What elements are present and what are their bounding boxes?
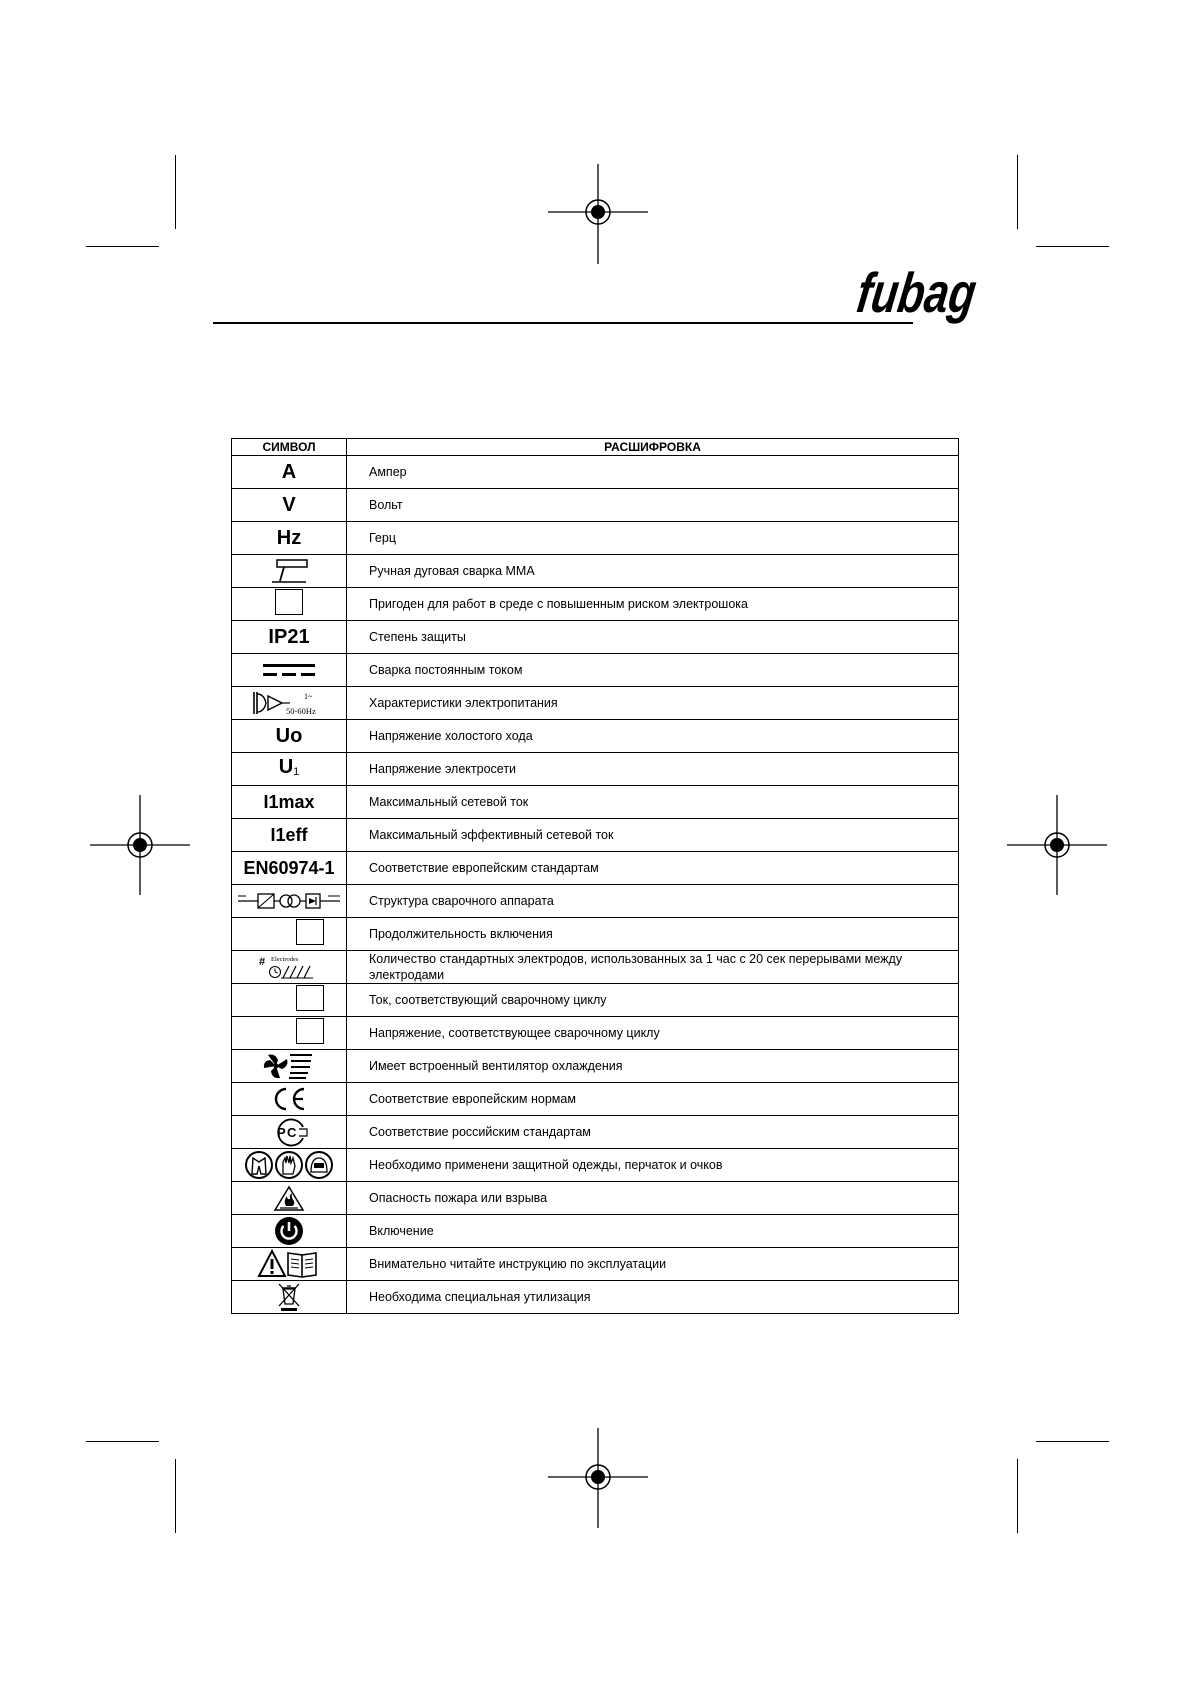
plug-frequency-label: 50-60Hz (286, 706, 316, 716)
row-description: Количество стандартных электродов, использованных за 1 час с 20 сек перерывами между электродами (347, 951, 959, 984)
table-row (232, 1116, 959, 1149)
row-description: Ток, соответствующий сварочному циклу (347, 984, 959, 1017)
table-row (232, 522, 959, 555)
registration-mark-bottom (548, 1428, 648, 1528)
crop-mark (1036, 246, 1109, 247)
crop-mark (175, 155, 176, 229)
row-description: Характеристики электропитания (347, 687, 959, 720)
protective-gear-icon (244, 1150, 334, 1180)
table-row (232, 1050, 959, 1083)
row-description: Структура сварочного аппарата (347, 885, 959, 918)
row-description: Опасность пожара или взрыва (347, 1182, 959, 1215)
crop-mark (86, 1441, 159, 1442)
row-description: Максимальный сетевой ток (347, 786, 959, 819)
table-row (232, 1083, 959, 1116)
crop-mark (1036, 1441, 1109, 1442)
symbol-volt: V (282, 493, 296, 516)
table-row (232, 1215, 959, 1248)
fire-hazard-icon (272, 1184, 306, 1212)
read-manual-icon (258, 1249, 320, 1279)
svg-text:С: С (287, 1125, 297, 1140)
weee-bin-icon (274, 1282, 304, 1312)
fubag-logo (853, 261, 1015, 332)
row-description: Соответствие европейским стандартам (347, 852, 959, 885)
square-icon (296, 919, 324, 945)
table-row (232, 489, 959, 522)
row-description: Необходимо применени защитной одежды, перчаток и очков (347, 1149, 959, 1182)
table-row (232, 885, 959, 918)
row-description: Включение (347, 1215, 959, 1248)
table-row (232, 984, 959, 1017)
symbol-uo: Uo (275, 724, 303, 747)
dc-current-icon (261, 660, 317, 680)
header-rule (213, 322, 913, 324)
power-on-icon (274, 1216, 304, 1246)
row-description: Герц (347, 522, 959, 555)
mma-electrode-icon (268, 557, 310, 585)
symbol-ampere: A (281, 460, 297, 483)
crop-mark (175, 1459, 176, 1533)
row-description: Степень защиты (347, 621, 959, 654)
row-description: Вольт (347, 489, 959, 522)
table-row (232, 1182, 959, 1215)
row-description: Пригоден для работ в среде с повышенным риском электрошока (347, 588, 959, 621)
table-row (232, 1149, 959, 1182)
header-symbol: СИМВОЛ (232, 439, 347, 456)
symbol-ip21: IP21 (268, 625, 310, 648)
registration-mark-right (1007, 795, 1107, 895)
registration-mark-top (548, 164, 648, 264)
electrodes-icon (259, 953, 319, 981)
rst-mark-icon (269, 1117, 309, 1147)
table-row (232, 819, 959, 852)
header-meaning: РАСШИФРОВКА (347, 439, 959, 456)
machine-structure-icon (236, 890, 342, 912)
row-description: Напряжение электросети (347, 753, 959, 786)
row-description: Сварка постоянным током (347, 654, 959, 687)
row-description: Необходима специальная утилизация (347, 1281, 959, 1314)
symbol-u1: $U_1$ (278, 755, 300, 778)
crop-mark (1017, 155, 1018, 229)
ce-mark-icon (269, 1085, 309, 1113)
table-row (232, 621, 959, 654)
table-row (232, 456, 959, 489)
row-description: Соответствие российским стандартам (347, 1116, 959, 1149)
table-row (232, 951, 959, 984)
table-row (232, 753, 959, 786)
svg-text:fubag: fubag (853, 261, 1015, 324)
power-plug-icon (248, 688, 330, 718)
square-icon (296, 1018, 324, 1044)
electrodes-number-sign: # (259, 956, 266, 968)
row-description: Напряжение, соответствующее сварочному циклу (347, 1017, 959, 1050)
table-row (232, 720, 959, 753)
symbol-i1eff: I1eff (270, 824, 308, 845)
row-description: Ампер (347, 456, 959, 489)
symbols-table (231, 438, 959, 1314)
square-icon (275, 589, 303, 615)
row-description: Напряжение холостого хода (347, 720, 959, 753)
row-description: Продолжительность включения (347, 918, 959, 951)
plug-phase-label: 1~ (304, 692, 313, 701)
row-description: Ручная дуговая сварка MMA (347, 555, 959, 588)
registration-mark-left (90, 795, 190, 895)
row-description: Имеет встроенный вентилятор охлаждения (347, 1050, 959, 1083)
crop-mark (86, 246, 159, 247)
table-row (232, 1248, 959, 1281)
table-row (232, 654, 959, 687)
symbol-en60974: EN60974-1 (243, 857, 335, 878)
table-row (232, 918, 959, 951)
symbol-hertz: Hz (276, 526, 302, 549)
table-row (232, 786, 959, 819)
electrodes-label: Electrodes (271, 956, 299, 963)
table-row (232, 555, 959, 588)
crop-mark (1017, 1459, 1018, 1533)
symbol-i1max: I1max (263, 791, 315, 812)
table-row (232, 1017, 959, 1050)
fan-icon (262, 1052, 316, 1080)
table-header-row (232, 439, 959, 456)
table-row (232, 687, 959, 720)
svg-text:Р: Р (277, 1125, 286, 1140)
row-description: Внимательно читайте инструкцию по эксплуатации (347, 1248, 959, 1281)
row-description: Соответствие европейским нормам (347, 1083, 959, 1116)
table-row (232, 1281, 959, 1314)
row-description: Максимальный эффективный сетевой ток (347, 819, 959, 852)
square-icon (296, 985, 324, 1011)
table-row (232, 588, 959, 621)
table-row (232, 852, 959, 885)
